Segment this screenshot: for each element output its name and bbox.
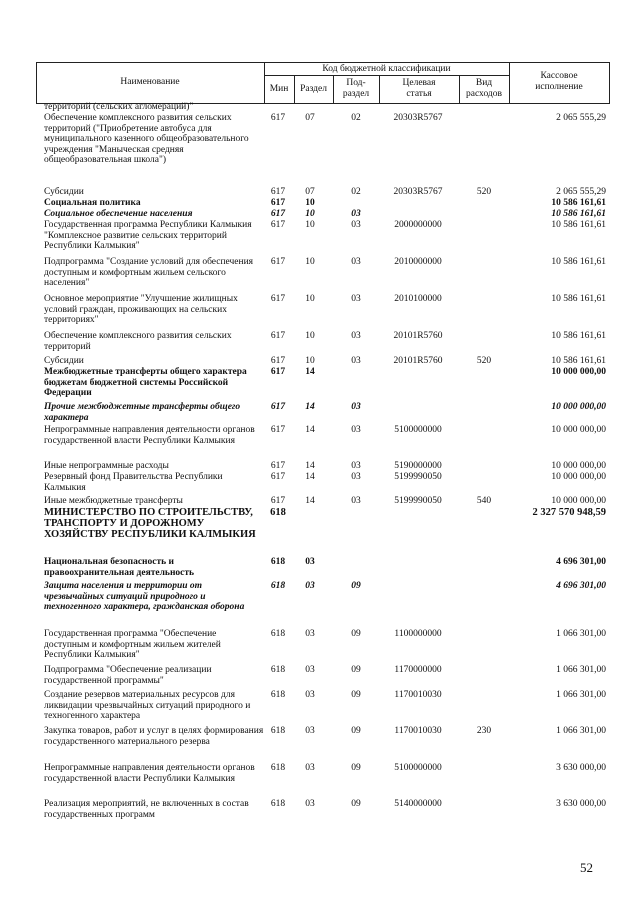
row-celevaya: 1170010030 xyxy=(394,690,442,700)
table-row xyxy=(36,629,610,665)
row-podrazdel: 09 xyxy=(351,799,361,809)
row-celevaya: 1170000000 xyxy=(394,665,442,675)
table-row xyxy=(36,209,610,220)
row-sum: 10 000 000,00 xyxy=(551,472,606,482)
row-min: 618 xyxy=(270,581,286,591)
row-sum: 10 586 161,61 xyxy=(551,331,606,341)
row-min: 618 xyxy=(270,665,286,675)
row-min: 617 xyxy=(270,402,286,412)
row-podrazdel: 09 xyxy=(351,581,361,591)
row-name: МИНИСТЕРСТВО ПО СТРОИТЕЛЬСТВУ, ТРАНСПОРТУ И ДОРОЖНОМУ ХОЗЯЙСТВУ РЕСПУБЛИКИ КАЛМЫКИЯ xyxy=(44,507,256,541)
row-razdel: 03 xyxy=(305,690,315,700)
header-razdel: Раздел xyxy=(300,84,327,94)
row-sum: 10 586 161,61 xyxy=(551,294,606,304)
row-sum: 10 586 161,61 xyxy=(551,198,606,208)
row-razdel: 07 xyxy=(305,187,315,197)
row-podrazdel: 09 xyxy=(351,726,361,736)
row-podrazdel: 09 xyxy=(351,629,361,639)
row-name: Закупка товаров, работ и услуг в целях формирования государственного материального резерва xyxy=(44,726,264,747)
row-min: 618 xyxy=(270,507,286,518)
page-number: 52 xyxy=(580,860,593,875)
row-sum: 1 066 301,00 xyxy=(556,726,606,736)
row-razdel: 10 xyxy=(305,356,315,366)
row-name: Подпрограмма "Обеспечение реализации государственной программы" xyxy=(44,665,212,686)
row-podrazdel: 09 xyxy=(351,665,361,675)
row-podrazdel: 09 xyxy=(351,690,361,700)
table-row xyxy=(36,220,610,257)
row-razdel: 03 xyxy=(305,726,315,736)
row-name: Реализация мероприятий, не включенных в состав государственных программ xyxy=(44,799,249,820)
header-kassovoe: Кассовое исполнение xyxy=(535,71,583,92)
row-razdel: 10 xyxy=(305,198,315,208)
row-vid: 520 xyxy=(476,187,492,197)
row-razdel: 10 xyxy=(305,257,315,267)
row-min: 617 xyxy=(270,209,286,219)
row-sum: 2 065 555,29 xyxy=(556,187,606,197)
row-min: 618 xyxy=(270,629,286,639)
row-podrazdel: 03 xyxy=(351,461,361,471)
header-vid: Вид расходов xyxy=(466,78,502,99)
row-min: 617 xyxy=(270,198,286,208)
row-name: Создание резервов материальных ресурсов для ликвидации чрезвычайных ситуаций природного и техногенного характера xyxy=(44,690,251,722)
row-min: 617 xyxy=(270,496,286,506)
row-celevaya: 2000000000 xyxy=(394,220,442,230)
row-celevaya: 20101R5760 xyxy=(393,356,443,366)
row-min: 618 xyxy=(270,557,286,567)
row-podrazdel: 03 xyxy=(351,257,361,267)
row-razdel: 14 xyxy=(305,367,315,377)
table-row xyxy=(36,763,610,799)
row-vid: 540 xyxy=(476,496,492,506)
row-name: территорий (сельских агломераций)" xyxy=(44,102,194,112)
row-name: Государственная программа "Обеспечение доступным и комфортным жильем жителей Республики Калмыкия" xyxy=(44,629,221,661)
row-podrazdel: 03 xyxy=(351,402,361,412)
table-row xyxy=(36,113,610,187)
row-min: 617 xyxy=(270,472,286,482)
row-podrazdel: 03 xyxy=(351,356,361,366)
row-name: Обеспечение комплексного развития сельских территорий ("Приобретение автобуса для муниципального казенного общеобразовательного учреждения "Маныческая средняя общеобразовательная школа") xyxy=(44,113,249,166)
row-razdel: 14 xyxy=(305,461,315,471)
row-sum: 10 000 000,00 xyxy=(551,461,606,471)
row-razdel: 03 xyxy=(305,665,315,675)
row-celevaya: 5190000000 xyxy=(394,461,442,471)
row-podrazdel: 03 xyxy=(351,472,361,482)
row-min: 618 xyxy=(270,690,286,700)
row-celevaya: 1170010030 xyxy=(394,726,442,736)
row-name: Государственная программа Республики Калмыкия "Комплексное развитие сельских территорий Республики Калмыкия" xyxy=(44,220,252,252)
row-razdel: 07 xyxy=(305,113,315,123)
row-sum: 10 000 000,00 xyxy=(551,425,606,435)
row-razdel: 14 xyxy=(305,402,315,412)
table-row xyxy=(36,726,610,763)
table-row xyxy=(36,257,610,294)
table-row xyxy=(36,496,610,507)
table-row xyxy=(36,102,610,113)
row-sum: 10 000 000,00 xyxy=(551,402,606,412)
header-name: Наименование xyxy=(120,77,180,87)
table-row xyxy=(36,507,610,557)
row-podrazdel: 02 xyxy=(351,113,361,123)
table-row xyxy=(36,425,610,461)
row-sum: 2 327 570 948,59 xyxy=(532,507,606,518)
row-celevaya: 2010000000 xyxy=(394,257,442,267)
row-podrazdel: 09 xyxy=(351,763,361,773)
row-sum: 4 696 301,00 xyxy=(556,557,606,567)
row-podrazdel: 03 xyxy=(351,220,361,230)
row-min: 617 xyxy=(270,331,286,341)
row-name: Подпрограмма "Создание условий для обеспечения доступным и комфортным жильем сельского населения" xyxy=(44,257,254,289)
row-name: Основное мероприятие "Улучшение жилищных условий граждан, проживающих на сельских территориях" xyxy=(44,294,238,326)
row-vid: 230 xyxy=(476,726,492,736)
row-podrazdel: 02 xyxy=(351,187,361,197)
row-celevaya: 2010100000 xyxy=(394,294,442,304)
row-razdel: 10 xyxy=(305,209,315,219)
row-sum: 10 000 000,00 xyxy=(551,367,606,377)
row-name: Иные непрограммные расходы xyxy=(44,461,169,471)
header-code-group: Код бюджетной классификации xyxy=(322,64,451,74)
row-razdel: 03 xyxy=(305,557,315,567)
row-celevaya: 20303R5767 xyxy=(393,187,443,197)
row-razdel: 14 xyxy=(305,425,315,435)
table-row xyxy=(36,665,610,690)
row-name: Национальная безопасность и правоохранительная деятельность xyxy=(44,557,195,578)
row-min: 617 xyxy=(270,356,286,366)
row-celevaya: 5140000000 xyxy=(394,799,442,809)
row-celevaya: 5199990050 xyxy=(394,496,442,506)
table-row xyxy=(36,461,610,472)
row-name: Резервный фонд Правительства Республики Калмыкия xyxy=(44,472,223,493)
row-min: 617 xyxy=(270,294,286,304)
row-sum: 4 696 301,00 xyxy=(556,581,606,591)
row-razdel: 03 xyxy=(305,581,315,591)
row-min: 617 xyxy=(270,187,286,197)
table-row xyxy=(36,367,610,402)
row-min: 617 xyxy=(270,367,286,377)
table-row xyxy=(36,187,610,198)
row-razdel: 03 xyxy=(305,799,315,809)
row-razdel: 10 xyxy=(305,220,315,230)
row-name: Межбюджетные трансферты общего характера бюджетам бюджетной системы Российской Федерации xyxy=(44,367,247,399)
table-row xyxy=(36,581,610,629)
row-podrazdel: 03 xyxy=(351,425,361,435)
table-row xyxy=(36,690,610,726)
row-sum: 1 066 301,00 xyxy=(556,629,606,639)
row-name: Прочие межбюджетные трансферты общего характера xyxy=(44,402,241,423)
table-row xyxy=(36,331,610,356)
table-row xyxy=(36,799,610,823)
table-row xyxy=(36,472,610,496)
table-row xyxy=(36,557,610,581)
row-podrazdel: 03 xyxy=(351,331,361,341)
row-sum: 3 630 000,00 xyxy=(556,763,606,773)
row-celevaya: 20303R5767 xyxy=(393,113,443,123)
row-podrazdel: 03 xyxy=(351,496,361,506)
row-razdel: 10 xyxy=(305,294,315,304)
row-sum: 10 000 000,00 xyxy=(551,496,606,506)
row-sum: 10 586 161,61 xyxy=(551,257,606,267)
row-min: 617 xyxy=(270,425,286,435)
table-body xyxy=(36,102,610,823)
row-name: Социальное обеспечение населения xyxy=(44,209,193,219)
row-razdel: 10 xyxy=(305,331,315,341)
row-min: 617 xyxy=(270,257,286,267)
row-podrazdel: 03 xyxy=(351,209,361,219)
row-razdel: 14 xyxy=(305,496,315,506)
row-celevaya: 5100000000 xyxy=(394,425,442,435)
row-sum: 1 066 301,00 xyxy=(556,665,606,675)
row-razdel: 14 xyxy=(305,472,315,482)
row-name: Непрограммные направления деятельности органов государственной власти Республики Калмыкия xyxy=(44,425,255,446)
row-name: Субсидии xyxy=(44,356,84,366)
row-sum: 10 586 161,61 xyxy=(551,356,606,366)
row-name: Иные межбюджетные трансферты xyxy=(44,496,183,506)
row-name: Социальная политика xyxy=(44,198,141,208)
row-podrazdel: 03 xyxy=(351,294,361,304)
table-row xyxy=(36,294,610,331)
row-celevaya: 5100000000 xyxy=(394,763,442,773)
row-sum: 10 586 161,61 xyxy=(551,220,606,230)
row-sum: 3 630 000,00 xyxy=(556,799,606,809)
row-name: Защита населения и территории от чрезвычайных ситуаций природного и техногенного характера, гражданская оборона xyxy=(44,581,245,613)
header-min: Мин xyxy=(269,84,289,94)
row-sum: 2 065 555,29 xyxy=(556,113,606,123)
row-celevaya: 5199990050 xyxy=(394,472,442,482)
table-row xyxy=(36,198,610,209)
row-sum: 1 066 301,00 xyxy=(556,690,606,700)
row-name: Непрограммные направления деятельности органов государственной власти Республики Калмыкия xyxy=(44,763,255,784)
table-header xyxy=(36,62,610,104)
table-row xyxy=(36,402,610,425)
header-podrazdel: Под- раздел xyxy=(342,78,370,99)
row-min: 617 xyxy=(270,220,286,230)
row-celevaya: 1100000000 xyxy=(394,629,442,639)
row-name: Обеспечение комплексного развития сельских территорий xyxy=(44,331,232,352)
row-min: 617 xyxy=(270,113,286,123)
header-celevaya: Целевая статья xyxy=(402,78,436,99)
row-razdel: 03 xyxy=(305,763,315,773)
row-min: 617 xyxy=(270,461,286,471)
row-razdel: 03 xyxy=(305,629,315,639)
row-sum: 10 586 161,61 xyxy=(551,209,606,219)
row-min: 618 xyxy=(270,799,286,809)
row-name: Субсидии xyxy=(44,187,84,197)
row-min: 618 xyxy=(270,763,286,773)
table-row xyxy=(36,356,610,367)
row-vid: 520 xyxy=(476,356,492,366)
row-celevaya: 20101R5760 xyxy=(393,331,443,341)
row-min: 618 xyxy=(270,726,286,736)
